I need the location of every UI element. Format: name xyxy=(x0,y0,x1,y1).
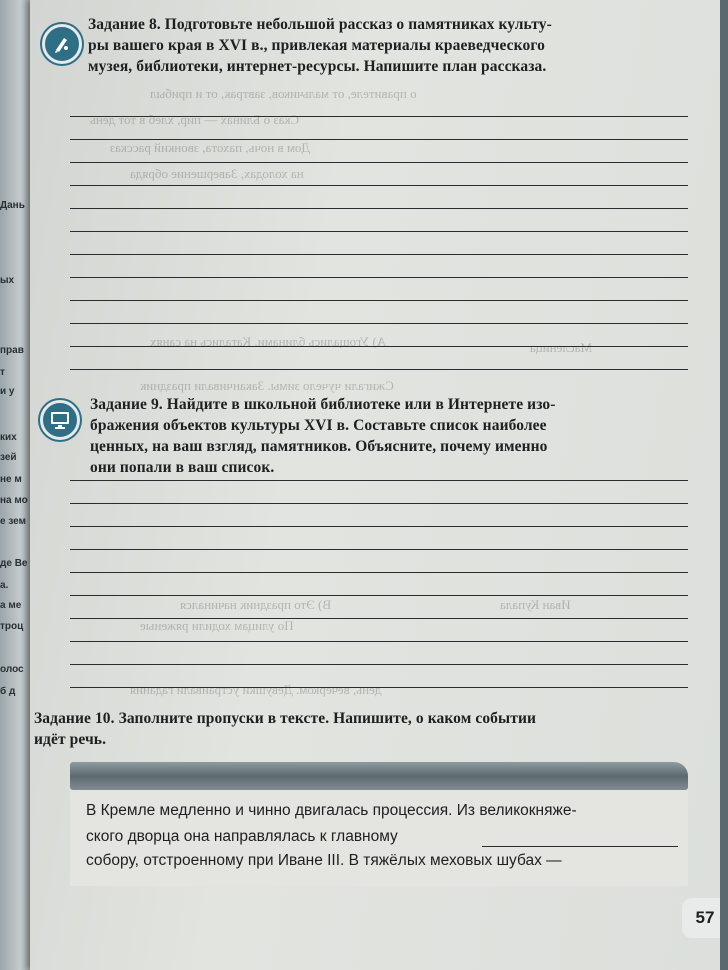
answer-line[interactable] xyxy=(70,208,688,209)
answer-line[interactable] xyxy=(70,369,688,370)
left-page-fragment: т xyxy=(0,367,5,378)
computer-monitor-icon xyxy=(40,400,80,440)
bleed-through-text: А) Угощались блинами. Катались на санях xyxy=(150,334,387,349)
left-page-fragment: зей xyxy=(0,452,17,463)
left-page-fragment: е зем xyxy=(0,516,27,527)
answer-line[interactable] xyxy=(70,549,688,550)
left-page-fragment: а. xyxy=(0,580,9,591)
right-edge xyxy=(720,0,728,970)
left-page-fragment: а ме xyxy=(0,600,22,611)
pen-icon xyxy=(42,24,82,64)
answer-line[interactable] xyxy=(70,503,688,504)
answer-line[interactable] xyxy=(70,323,688,324)
bleed-through-text: о правителе, от мальчиков, завтрак, от и прибыл xyxy=(150,86,417,101)
bleed-through-text: Масленица xyxy=(530,340,592,355)
task10-line: Задание 10. Заполните пропуски в тексте. Напишите, о каком событии xyxy=(34,710,537,727)
answer-line[interactable] xyxy=(70,664,688,665)
answer-line[interactable] xyxy=(70,277,688,278)
answer-line[interactable] xyxy=(70,595,688,596)
answer-line[interactable] xyxy=(70,641,688,642)
left-page-fragment: де Ве xyxy=(0,558,28,569)
left-page-fragment: на мо xyxy=(0,495,28,506)
bleed-through-text: Иван Купала xyxy=(500,597,571,612)
left-page-fragment: троц xyxy=(0,621,24,632)
answer-line[interactable] xyxy=(70,346,688,347)
bleed-through-text: Сжигали чучело зимы. Заканчивали праздник xyxy=(140,378,394,393)
bleed-through-text: Сказ о Блинах — пир, хлеб в тот день xyxy=(90,112,300,127)
task9-heading xyxy=(90,394,690,478)
task9-line: ценных, на ваш взгляд, памятников. Объясните, почему именно xyxy=(90,438,548,455)
task9-line: бражения объектов культуры XVI в. Составьте список наиболее xyxy=(90,417,547,434)
task9-line: Задание 9. Найдите в школьной библиотеке или в Интернете изо- xyxy=(90,396,556,413)
answer-line[interactable] xyxy=(70,480,688,481)
task10-heading xyxy=(34,708,674,750)
left-page-fragment: Дань xyxy=(0,200,25,211)
task8-heading xyxy=(88,14,688,77)
text-banner xyxy=(70,762,688,790)
task8-line: музея, библиотеки, интернет-ресурсы. Напишите план рассказа. xyxy=(88,58,547,75)
bleed-through-text: В) Это праздник начинался xyxy=(180,597,332,612)
bleed-through-text: По улицам ходили ряженые xyxy=(140,618,294,633)
left-page-fragment: прав xyxy=(0,345,24,356)
answer-line[interactable] xyxy=(70,231,688,232)
bleed-through-text: день, вечерком. Девушки устраивали гадания xyxy=(130,682,382,697)
answer-line[interactable] xyxy=(70,185,688,186)
task10-line: идёт речь. xyxy=(34,731,107,748)
fill-in-text-line: ского дворца она направлялась к главному xyxy=(86,828,398,845)
answer-line[interactable] xyxy=(70,572,688,573)
answer-line[interactable] xyxy=(70,526,688,527)
task8-line: Задание 8. Подготовьте небольшой рассказ о памятниках культу- xyxy=(88,16,552,33)
answer-line[interactable] xyxy=(70,618,688,619)
fill-in-text-line: В Кремле медленно и чинно двигалась процессия. Из великокняже- xyxy=(86,802,577,819)
answer-line[interactable] xyxy=(70,162,688,163)
left-page-fragment: не м xyxy=(0,474,22,485)
fill-in-blank[interactable] xyxy=(482,846,678,847)
answer-line[interactable] xyxy=(70,254,688,255)
task9-line: они попали в ваш список. xyxy=(90,459,275,476)
answer-line[interactable] xyxy=(70,300,688,301)
bleed-through-text: Дом в ночь, пахота, звонкий рассказ xyxy=(110,140,311,155)
bleed-through-text: на холодах, Завершение обряда xyxy=(130,166,304,181)
fill-in-text-line: собору, отстроенному при Иване III. В тяжёлых меховых шубах — xyxy=(86,852,562,869)
left-page-edge xyxy=(0,0,34,970)
task8-line: ры вашего края в XVI в., привлекая материалы краеведческого xyxy=(88,37,545,54)
left-page-fragment: и у xyxy=(0,386,15,397)
answer-line[interactable] xyxy=(70,139,688,140)
left-page-fragment: ких xyxy=(0,432,17,443)
left-page-fragment: б д xyxy=(0,686,16,697)
left-page-fragment: ых xyxy=(0,275,15,286)
fill-in-text-box xyxy=(70,790,688,886)
answer-line[interactable] xyxy=(70,687,688,688)
answer-line[interactable] xyxy=(70,116,688,117)
page-number: 57 xyxy=(682,898,728,938)
left-page-fragment: олос xyxy=(0,664,24,675)
workbook-page xyxy=(30,0,722,970)
